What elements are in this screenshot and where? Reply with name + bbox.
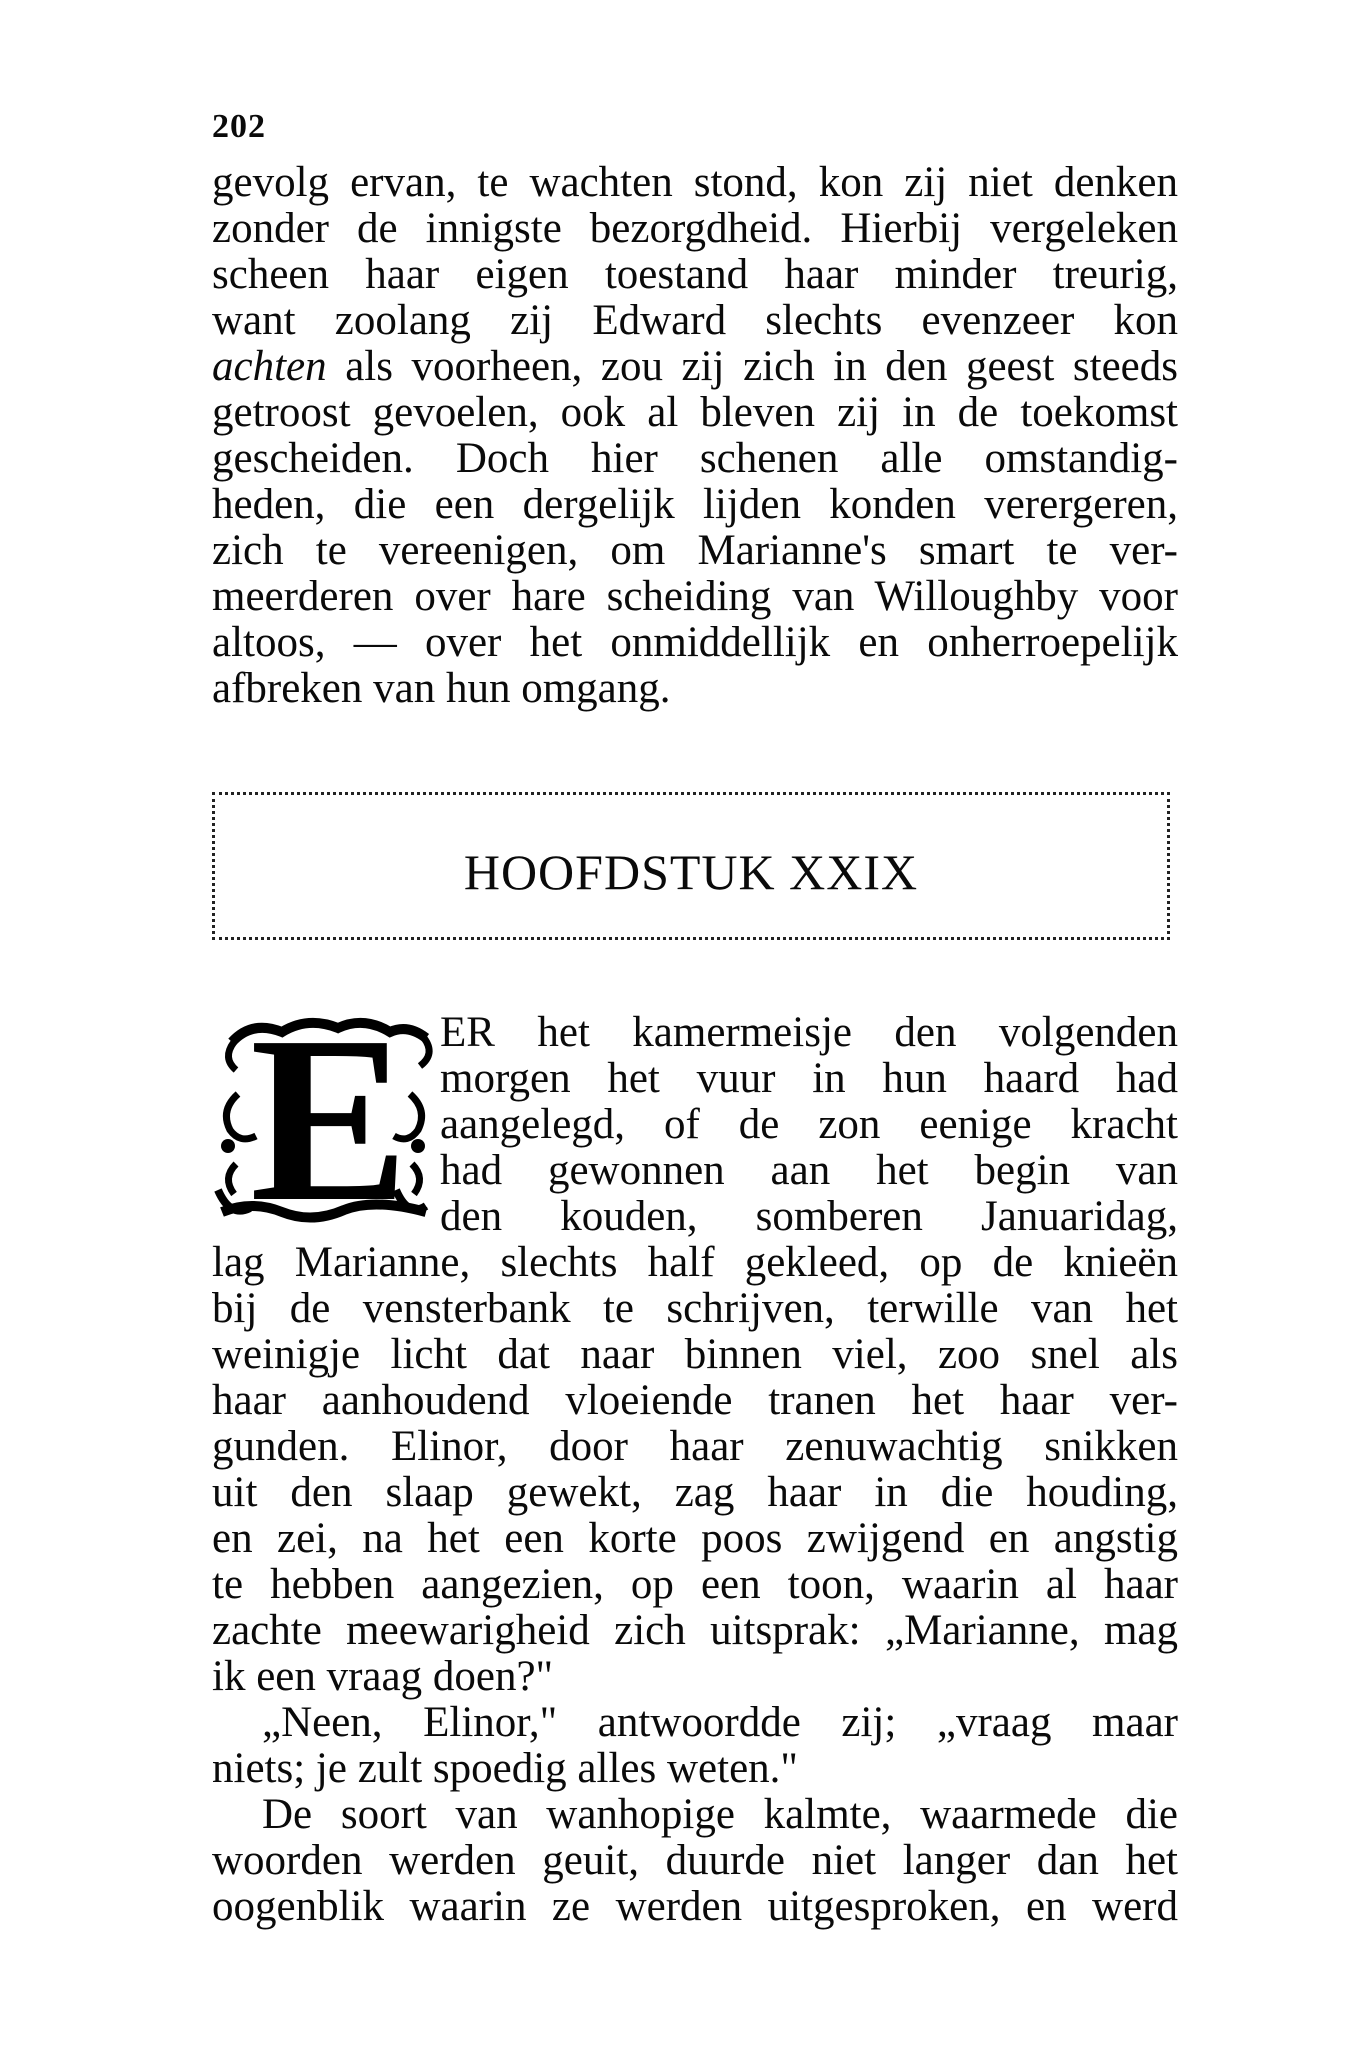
text-line: had gewonnen aan het begin van xyxy=(440,1147,1178,1194)
text-line: gescheiden. Doch hier schenen alle omstandig- xyxy=(212,435,1178,482)
text-line: en zei, na het een korte poos zwijgend en angstig xyxy=(212,1515,1178,1562)
text-line: haar aanhoudend vloeiende tranen het haar ver- xyxy=(212,1377,1178,1424)
text-line: zich te vereenigen, om Marianne's smart te ver- xyxy=(212,527,1178,574)
text-line: te hebben aangezien, op een toon, waarin al haar xyxy=(212,1561,1178,1608)
text-line: gevolg ervan, te wachten stond, kon zij niet denken xyxy=(212,159,1178,206)
text-line-rest: als voorheen, zou zij zich in den geest steeds xyxy=(345,343,1178,390)
text-line: heden, die een dergelijk lijden konden verergeren, xyxy=(212,481,1178,528)
text-line xyxy=(212,344,1178,390)
text-line: gunden. Elinor, door haar zenuwachtig snikken xyxy=(212,1423,1178,1470)
text-line: woorden werden geuit, duurde niet langer dan het xyxy=(212,1837,1178,1884)
text-line: morgen het vuur in hun haard had xyxy=(440,1055,1178,1102)
drop-cap xyxy=(212,988,434,1251)
text-line: meerderen over hare scheiding van Willoughby voor xyxy=(212,573,1178,620)
text-line: „Neen, Elinor," antwoordde zij; „vraag maar xyxy=(262,1699,1178,1746)
text-line: oogenblik waarin ze werden uitgesproken, en werd xyxy=(212,1883,1178,1930)
text-line: De soort van wanhopige kalmte, waarmede die xyxy=(262,1791,1178,1838)
text-line: zonder de innigste bezorgdheid. Hierbij vergeleken xyxy=(212,205,1178,252)
chapter-heading: HOOFDSTUK XXIX xyxy=(463,844,919,900)
text-line: weinigje licht dat naar binnen viel, zoo snel als xyxy=(212,1331,1178,1378)
text-line: den kouden, somberen Januaridag, xyxy=(440,1193,1178,1240)
text-line: ik een vraag doen?" xyxy=(212,1653,554,1700)
text-line: aangelegd, of de zon eenige kracht xyxy=(440,1101,1178,1148)
text-line: getroost gevoelen, ook al bleven zij in de toekomst xyxy=(212,389,1178,436)
text-line: scheen haar eigen toestand haar minder treurig, xyxy=(212,251,1178,298)
text-line: altoos, — over het onmiddellijk en onherroepelijk xyxy=(212,619,1178,666)
text-line: lag Marianne, slechts half gekleed, op de knieën xyxy=(212,1239,1178,1286)
text-line: bij de vensterbank te schrijven, terwille van het xyxy=(212,1285,1178,1332)
emphasis-word: achten xyxy=(212,343,327,390)
text-line: zachte meewarigheid zich uitsprak: „Marianne, mag xyxy=(212,1607,1178,1654)
text-line: ER het kamermeisje den volgenden xyxy=(440,1009,1178,1056)
page-number: 202 xyxy=(212,108,266,145)
drop-cap-letter: E xyxy=(250,988,409,1251)
text-line: uit den slaap gewekt, zag haar in die houding, xyxy=(212,1469,1178,1516)
text-line: afbreken van hun omgang. xyxy=(212,665,671,712)
text-line: want zoolang zij Edward slechts evenzeer kon xyxy=(212,297,1178,344)
text-line: niets; je zult spoedig alles weten." xyxy=(212,1745,798,1792)
chapter-frame xyxy=(212,792,1170,940)
